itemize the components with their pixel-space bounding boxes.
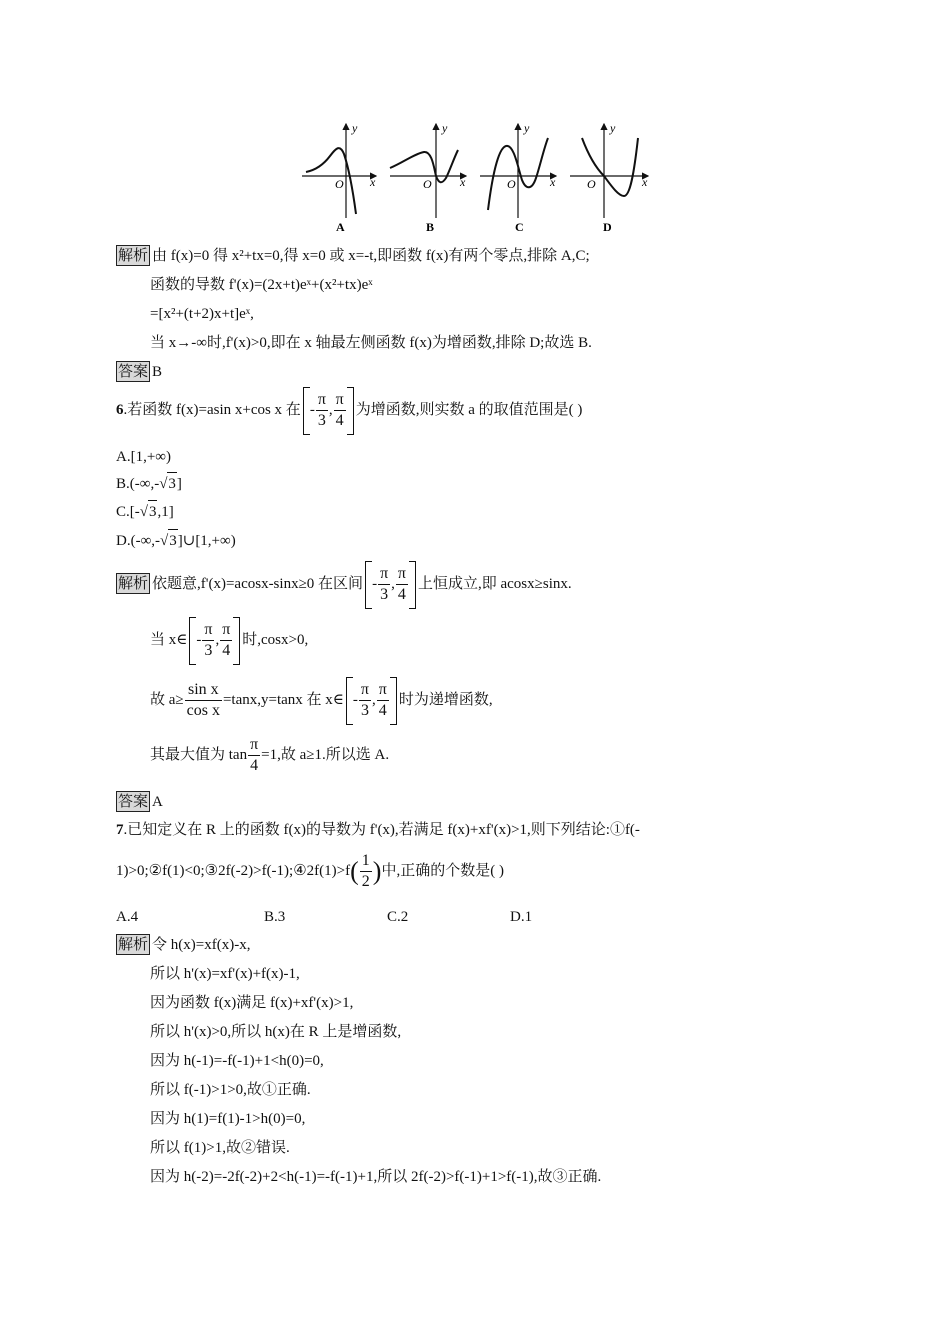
graph-a-origin: O — [335, 177, 344, 191]
q6-analysis-line-2: 当 x∈ - $\frac{\pi}{3}$ , $\frac{\pi}{4}$ 时,cosx>0, — [150, 614, 308, 666]
graph-c-label: C — [515, 220, 524, 234]
graph-b-origin: O — [423, 177, 432, 191]
q7-number: 7 — [116, 822, 124, 838]
q5-analysis-line-2: 函数的导数 f'(x)=(2x+t)eˣ+(x²+tx)eˣ — [150, 277, 373, 293]
analysis-tag: 解析 — [118, 935, 149, 953]
graph-d-y-label: y — [610, 121, 616, 135]
fraction: $\frac{\pi}{3}$ — [317, 391, 326, 430]
graph-b — [390, 121, 466, 234]
graph-d-origin: O — [587, 177, 596, 191]
q7-analysis-line-2: 所以 h'(x)=xf'(x)+f(x)-1, — [150, 966, 300, 982]
graph-a — [302, 121, 376, 234]
q7-analysis-line-8: 所以 f(1)>1,故②错误. — [150, 1140, 290, 1156]
q7-analysis-line-9: 因为 h(-2)=-2f(-2)+2<h(-1)=-f(-1)+1,所以 2f(-2)>f(-1)+1>f(-1),故③正确. — [150, 1169, 602, 1185]
q7-analysis-line-4: 所以 h'(x)>0,所以 h(x)在 R 上是增函数, — [150, 1024, 402, 1040]
graph-b-label: B — [426, 220, 435, 234]
q5-analysis-line-1 — [116, 245, 590, 267]
q6-stem: 6.若函数 f(x)=asin x+cos x 在 - $\frac{\pi}{3}$ , $\frac{\pi}{4}$ 为增函数,则实数 a 的取值范围是( ) — [116, 386, 582, 435]
graph-c — [480, 121, 556, 234]
q6-option-c: C.[-√3,1] — [116, 500, 174, 523]
graph-c-origin: O — [507, 177, 516, 191]
q6-analysis-line-4: 其最大值为 tan $\frac{\pi}{4}$ =1,故 a≥1.所以选 A. — [150, 736, 390, 775]
fraction: $\frac{\pi}{4}$ — [335, 391, 344, 430]
graph-d-label: D — [603, 220, 612, 234]
graph-a-label: A — [336, 220, 345, 234]
q5-answer-value: B — [152, 364, 163, 380]
graph-c-x-label: x — [550, 175, 556, 189]
graph-a-y-label: y — [352, 121, 358, 135]
function-graphs-figure — [298, 118, 658, 238]
graph-c-y-label: y — [524, 121, 530, 135]
q6-analysis-line-3: 故 a≥ $\frac{\text{sin x}}{\text{cos x}}$ =tanx,y=tanx 在 x∈ - $\frac{\pi}{3}$ , $\frac{\pi}{4}$ 时为递增函数, — [150, 674, 493, 726]
q6-answer: 答案 A — [118, 792, 163, 810]
q7-option-a: A.4 — [116, 909, 139, 925]
graph-d — [570, 121, 648, 234]
q7-analysis-line-3: 因为函数 f(x)满足 f(x)+xf'(x)>1, — [150, 995, 354, 1011]
q6-option-d: D.(-∞,-√3]∪[1,+∞) — [116, 529, 236, 552]
q6-analysis-line-1: 解析 依题意,f'(x)=acosx-sinx≥0 在区间 - $\frac{\pi}{3}$ , $\frac{\pi}{4}$ 上恒成立,即 acosx≥sinx. — [116, 558, 572, 610]
q7-analysis-line-1: 解析 令 h(x)=xf(x)-x, — [118, 935, 251, 953]
analysis-tag: 解析 — [118, 574, 149, 592]
graph-d-x-label: x — [642, 175, 648, 189]
q5-analysis-text-1: 由 f(x)=0 得 x²+tx=0,得 x=0 或 x=-t,即函数 f(x)有两个零点,排除 A,C; — [152, 248, 590, 264]
answer-tag: 答案 — [118, 362, 149, 380]
q6-option-a: A.[1,+∞) — [116, 449, 171, 465]
graph-b-y-label: y — [442, 121, 448, 135]
q7-analysis-line-7: 因为 h(1)=f(1)-1>h(0)=0, — [150, 1111, 306, 1127]
q7-option-c: C.2 — [387, 909, 409, 925]
q7-analysis-line-5: 因为 h(-1)=-f(-1)+1<h(0)=0, — [150, 1053, 324, 1069]
analysis-tag: 解析 — [118, 246, 149, 264]
q5-analysis-line-4: 当 x→-∞时,f'(x)>0,即在 x 轴最左侧函数 f(x)为增函数,排除 D;故选 B. — [150, 335, 592, 351]
q6-stem-b: 为增函数,则实数 a 的取值范围是( ) — [355, 402, 583, 418]
q5-answer — [116, 361, 162, 383]
q6-number: 6 — [116, 402, 124, 418]
q7-option-b: B.3 — [264, 909, 286, 925]
q7-stem-line-1: 7.已知定义在 R 上的函数 f(x)的导数为 f'(x),若满足 f(x)+xf'(x)>1,则下列结论:①f(- — [116, 822, 640, 838]
answer-tag: 答案 — [118, 792, 149, 810]
graph-b-x-label: x — [460, 175, 466, 189]
q7-analysis-line-6: 所以 f(-1)>1>0,故①正确. — [150, 1082, 311, 1098]
q6-option-b: B.(-∞,-√3] — [116, 472, 182, 495]
q7-option-d: D.1 — [510, 909, 533, 925]
q6-stem-a: .若函数 f(x)=asin x+cos x 在 — [123, 402, 301, 418]
q5-analysis-line-3: =[x²+(t+2)x+t]eˣ, — [150, 306, 254, 322]
graph-a-x-label: x — [370, 175, 376, 189]
q7-stem-line-2: 1)>0;②f(1)<0;③2f(-2)>f(-1);④2f(1)>f( $\frac{1}{2}$ )中,正确的个数是( ) — [116, 852, 504, 891]
